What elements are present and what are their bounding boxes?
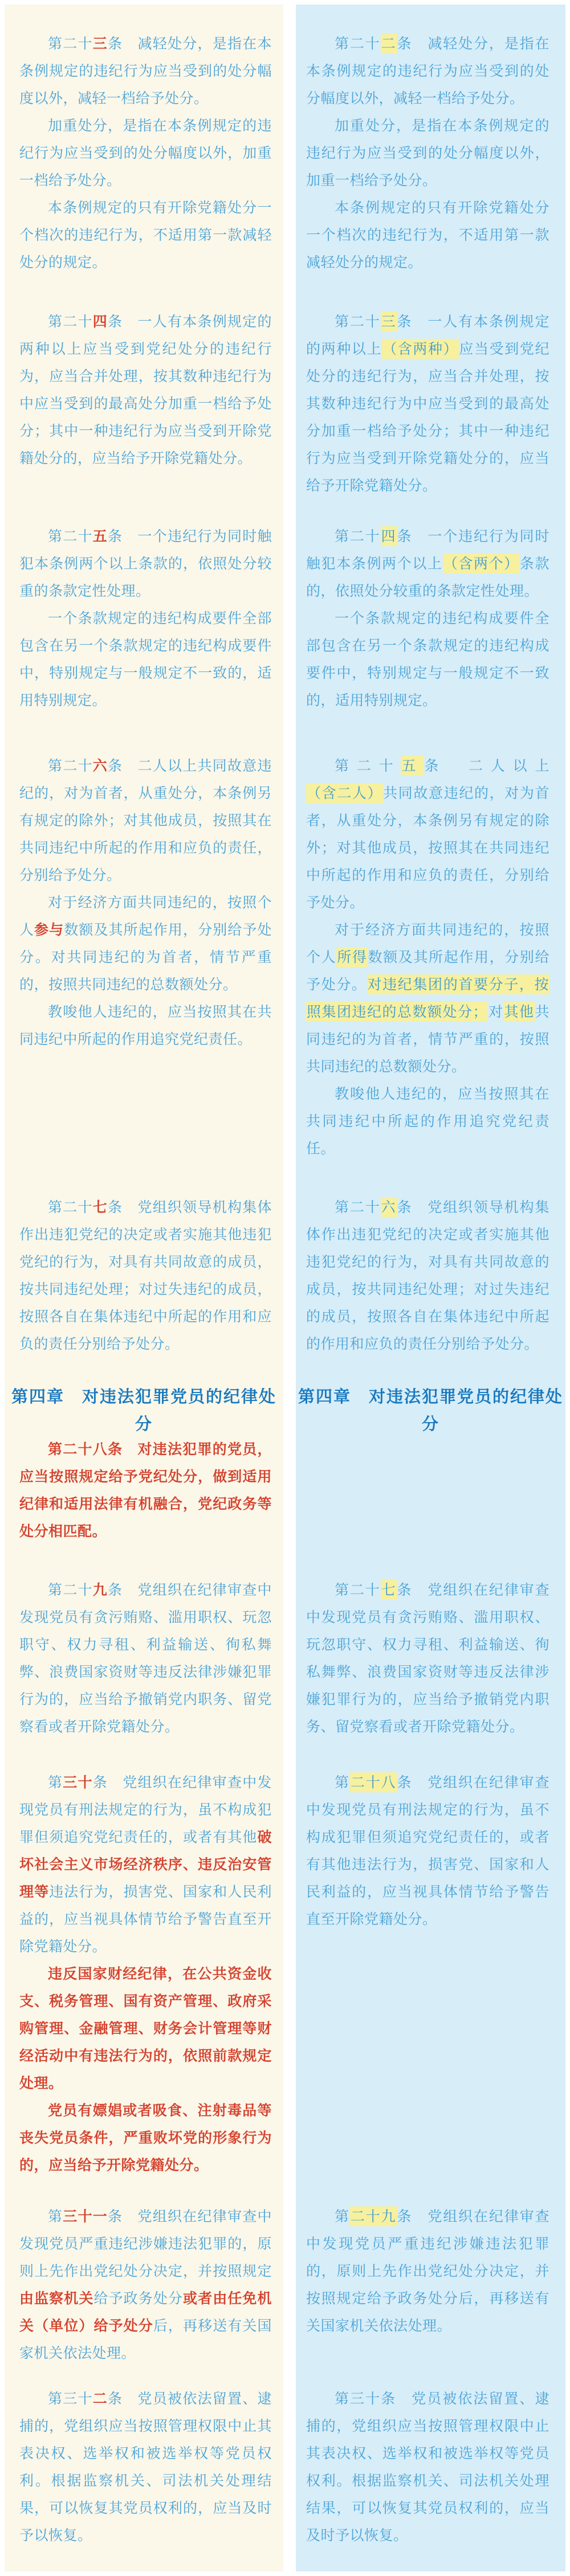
article-block xyxy=(306,30,549,276)
text-segment: 条 xyxy=(92,1774,108,1791)
text-segment: 条 xyxy=(397,2208,413,2225)
text-segment: 党组织在纪律审查中发现党员严重违纪涉嫌违法犯罪的，原则上先作出党纪处分决定，并按照规定给予政务处分后，再移送有关国家机关依法处理。 xyxy=(306,2208,549,2334)
paragraph xyxy=(306,1080,549,1162)
text-segment: 条 xyxy=(107,1582,123,1598)
article-block xyxy=(19,30,272,276)
article-block xyxy=(19,1436,272,1545)
text-segment: 二人以上共同故意违纪的，对为首者，从重处分，本条例另有规定的除外；对其他成员，按照其在共同违纪中所起的作用和应负的责任，分别给予处分。 xyxy=(19,757,272,883)
text-segment: 第二十 xyxy=(335,1582,381,1598)
highlighted-text-segment: （含两种） xyxy=(382,339,459,359)
chapter-heading-text: 第四章 对违法犯罪党员的纪律处分 xyxy=(11,1387,276,1434)
article-block xyxy=(19,308,272,472)
text-segment: 第二十 xyxy=(48,1582,93,1598)
text-segment: 本条例规定的只有开除党籍处分一个档次的违纪行为，不适用第一款减轻处分的规定。 xyxy=(306,199,549,271)
text-segment: 条 xyxy=(107,1199,123,1215)
article-block xyxy=(306,2385,549,2549)
text-segment: 条 xyxy=(397,1582,413,1598)
text-segment: 条 xyxy=(107,757,123,774)
text-segment: 第二十 xyxy=(335,528,381,544)
text-segment: 第二十 xyxy=(48,313,93,330)
highlighted-text-segment: 其他 xyxy=(503,1002,535,1022)
revised-text-segment: 三十一 xyxy=(63,2208,108,2225)
paragraph xyxy=(306,2385,549,2549)
text-segment: 党组织领导机构集体作出违犯党纪的决定或者实施其他违犯党纪的行为，对具有共同故意的成员，按共同违纪处理；对过失违纪的成员，按照各自在集体违纪中所起的作用和应负的责任分别给予处分。 xyxy=(19,1199,272,1352)
highlighted-text-segment: 七 xyxy=(381,1580,397,1600)
text-segment: 第 xyxy=(335,2208,350,2225)
text-segment xyxy=(123,35,137,52)
article-block xyxy=(19,1576,272,1740)
revised-text-segment: 六 xyxy=(92,757,108,774)
paragraph xyxy=(5,1383,283,1438)
highlighted-text-segment: 四 xyxy=(381,526,397,546)
text-segment: 第 xyxy=(48,2208,63,2225)
text-segment: 第二十 xyxy=(335,313,381,330)
text-segment: 应当受到党纪处分的违纪行为，应当合并处理，按其数种违纪行为中应当受到的最高处分加重一档给予处分；其中一种违纪行为应当受到开除党籍处分的，应当给予开除党籍处分。 xyxy=(306,341,549,494)
revised-text-segment: 五 xyxy=(92,528,108,544)
text-segment: 减轻处分，是指在本条例规定的违纪行为应当受到的处分幅度以外，减轻一档给予处分。 xyxy=(19,35,272,107)
text-segment xyxy=(123,2390,137,2407)
paragraph xyxy=(306,916,549,1080)
text-segment: 第二十 xyxy=(48,1199,93,1215)
paragraph xyxy=(306,194,549,276)
highlighted-text-segment: 所得 xyxy=(336,947,368,967)
chapter-heading xyxy=(5,1383,283,1438)
text-segment: 给予政务处分 xyxy=(93,2290,184,2307)
article-block xyxy=(19,752,272,1053)
right-column-original-text xyxy=(296,5,565,2571)
paragraph xyxy=(306,1769,549,1933)
paragraph xyxy=(19,605,272,714)
revised-text-segment: 对违法犯罪的党员，应当按照规定给予党纪处分，做到适用纪律和适用法律有机融合，党纪政务等处分相匹配。 xyxy=(19,1441,272,1539)
paragraph xyxy=(19,752,272,889)
paragraph xyxy=(19,30,272,112)
text-segment: 党组织领导机构集体作出违犯党纪的决定或者实施其他违犯党纪的行为，对具有共同故意的成员，按共同违纪处理；对过失违纪的成员，按照各自在集体违纪中所起的作用和应负的责任分别给予处分。 xyxy=(306,1199,549,1352)
revised-text-segment: 四 xyxy=(92,313,108,330)
text-segment: 第二十 xyxy=(48,528,93,544)
column-divider xyxy=(283,0,296,2576)
text-segment: 第二十 xyxy=(48,757,93,774)
left-column-revised-text xyxy=(5,5,283,2571)
paragraph xyxy=(19,308,272,472)
text-segment: 一个违纪行为同时触犯本条例两个以上 xyxy=(306,528,549,572)
text-segment: 本条例规定的只有开除党籍处分一个档次的违纪行为，不适用第一款减轻处分的规定。 xyxy=(19,199,272,271)
text-segment: 加重处分，是指在本条例规定的违纪行为应当受到的处分幅度以外，加重一档给予处分。 xyxy=(19,117,272,189)
text-segment: 二人以上 xyxy=(468,757,549,774)
paragraph xyxy=(19,2385,272,2549)
revised-text-segment: 破坏社会主义市场经济秩序、违反治安管理等 xyxy=(19,1829,272,1900)
text-segment xyxy=(412,1774,427,1791)
text-segment xyxy=(412,528,427,544)
text-segment: 教唆他人违纪的，应当按照其在共同违纪中所起的作用追究党纪责任。 xyxy=(19,1004,272,1047)
paragraph xyxy=(306,1194,549,1358)
article-block xyxy=(19,2385,272,2549)
highlighted-text-segment: （含两个） xyxy=(443,554,520,574)
text-segment: 条款的，依照处分较重的条款定性处理。 xyxy=(306,555,549,599)
paragraph xyxy=(306,1576,549,1740)
text-segment: 党组织在纪律审查中发现党员有刑法规定的行为，虽不构成犯罪但须追究党纪责任的，或者有其他违法行为，损害党、国家和人民利益的，应当视具体情节给予警告直至开除党籍处分。 xyxy=(306,1774,549,1927)
text-segment: 对于经济方面共同违纪的，按照个人 xyxy=(306,922,549,965)
paragraph xyxy=(19,1576,272,1740)
text-segment: 条 xyxy=(107,528,123,544)
text-segment: 党组织在纪律审查中发现党员有刑法规定的行为，虽不构成犯罪但须追究党纪责任的，或者有其他 xyxy=(19,1774,272,1845)
text-segment xyxy=(446,757,469,774)
highlighted-text-segment: 二十八 xyxy=(350,1772,397,1792)
text-segment: 第二十 xyxy=(335,757,401,774)
article-block xyxy=(306,2203,549,2340)
text-segment: 对 xyxy=(487,1004,504,1020)
text-segment: 共同故意违纪的，对为首者，从重处分，本条例另有规定的除外；对其他成员，按照其在共同违纪中所起的作用和应负的责任，分别给予处分。 xyxy=(306,785,549,911)
text-segment: 条 xyxy=(397,1199,413,1215)
paragraph xyxy=(306,30,549,112)
text-segment: 党组织在纪律审查中发现党员有贪污贿赂、滥用职权、玩忽职守、权力寻租、利益输送、徇私舞弊、浪费国家资财等违反法律涉嫌犯罪行为的，应当给予撤销党内职务、留党察看或者开除党籍处分。 xyxy=(19,1582,272,1735)
text-segment: 条 xyxy=(397,35,413,52)
paragraph xyxy=(19,1960,272,2097)
paragraph xyxy=(306,523,549,605)
revised-text-segment: 七 xyxy=(92,1199,108,1215)
paragraph xyxy=(296,1383,565,1438)
text-segment xyxy=(123,528,137,544)
text-segment: 一个违纪行为同时触犯本条例两个以上条款的，依照处分较重的条款定性处理。 xyxy=(19,528,272,599)
paragraph xyxy=(306,308,549,499)
revised-text-segment: 二 xyxy=(92,2390,108,2407)
article-block xyxy=(306,1194,549,1358)
text-segment: 第三十 xyxy=(48,2390,93,2407)
highlighted-text-segment: （含二人） xyxy=(306,783,383,803)
paragraph xyxy=(19,2203,272,2367)
text-segment: 条 xyxy=(107,313,123,330)
chapter-heading-text: 第四章 对违法犯罪党员的纪律处分 xyxy=(298,1387,563,1434)
article-block xyxy=(306,1576,549,1740)
text-segment: 党员被依法留置、逮捕的，党组织应当按照管理权限中止其表决权、选举权和被选举权等党员权利。根据监察机关、司法机关处理结果，可以恢复其党员权利的，应当及时予以恢复。 xyxy=(19,2390,272,2544)
paragraph xyxy=(306,605,549,714)
text-segment: 数额及其所起作用，分别给予处分。 xyxy=(306,949,549,993)
text-segment xyxy=(412,1582,427,1598)
article-block xyxy=(19,1194,272,1358)
paragraph xyxy=(306,752,549,916)
revised-text-segment: 由监察机关 xyxy=(19,2290,94,2307)
text-segment xyxy=(108,1774,123,1791)
text-segment: 减轻处分，是指在本条例规定的违纪行为应当受到的处分幅度以外，减轻一档给予处分。 xyxy=(306,35,549,107)
highlighted-text-segment: 三 xyxy=(381,312,397,331)
chapter-heading xyxy=(296,1383,565,1438)
text-segment: 一个条款规定的违纪构成要件全部包含在另一个条款规定的违纪构成要件中，特别规定与一般规定不一致的，适用特别规定。 xyxy=(306,610,549,708)
paragraph xyxy=(19,523,272,605)
highlighted-text-segment: 五 xyxy=(401,756,424,776)
paragraph xyxy=(19,1194,272,1358)
text-segment xyxy=(396,2390,412,2407)
text-segment: 条 xyxy=(397,528,413,544)
revised-text-segment: 或者由任免机关（单位）给予处分 xyxy=(19,2290,272,2334)
article-block xyxy=(19,523,272,714)
article-block xyxy=(306,308,549,499)
text-segment: 对于经济方面共同违纪的，按照个人 xyxy=(19,894,272,938)
text-segment xyxy=(123,1582,137,1598)
text-segment: 条 xyxy=(107,35,123,52)
text-segment: 党组织在纪律审查中发现党员有贪污贿赂、滥用职权、玩忽职守、权力寻租、利益输送、徇私舞弊、浪费国家资财等违反法律涉嫌犯罪行为的，应当给予撤销党内职务、留党察看或者开除党籍处分。 xyxy=(306,1582,549,1735)
text-segment: 条 xyxy=(107,2390,123,2407)
revised-text-segment: 党员有嫖娼或者吸食、注射毒品等丧失党员条件，严重败坏党的形象行为的，应当给予开除党籍处分。 xyxy=(19,2102,272,2173)
text-segment: 一个条款规定的违纪构成要件全部包含在另一个条款规定的违纪构成要件中，特别规定与一般规定不一致的，适用特别规定。 xyxy=(19,610,272,708)
text-segment: 第 xyxy=(48,1774,63,1791)
highlighted-text-segment: 二十九 xyxy=(350,2206,397,2226)
revised-text-segment: 三 xyxy=(92,35,108,52)
text-segment: 违法行为，损害党、国家和人民利益的，应当视具体情节给予警告直至开除党籍处分。 xyxy=(19,1883,272,1955)
highlighted-text-segment: 二 xyxy=(381,34,397,54)
text-segment: 条 xyxy=(424,757,447,774)
article-block xyxy=(19,2203,272,2367)
text-segment xyxy=(123,2208,137,2225)
paragraph xyxy=(306,2203,549,2340)
text-segment: 条 xyxy=(397,1774,413,1791)
text-segment: 一人有本条例规定的两种以上 xyxy=(306,313,549,357)
text-segment: 共同违纪的为首者，情节严重的，按照共同违纪的总数额处分。 xyxy=(306,1004,549,1075)
article-block xyxy=(19,1769,272,2179)
text-segment: 第三十条 xyxy=(335,2390,397,2407)
text-segment xyxy=(412,2208,427,2225)
revised-text-segment: 九 xyxy=(92,1582,108,1598)
paragraph xyxy=(19,1769,272,1960)
text-segment xyxy=(123,1441,137,1457)
text-segment: 第二十 xyxy=(335,1199,381,1215)
text-segment: 加重处分，是指在本条例规定的违纪行为应当受到的处分幅度以外，加重一档给予处分。 xyxy=(306,117,549,189)
paragraph xyxy=(19,112,272,194)
paragraph xyxy=(19,889,272,998)
article-block xyxy=(306,523,549,714)
text-segment: 条 xyxy=(107,2208,123,2225)
text-segment: 数额及其所起作用，分别给予处分。对共同违纪的为首者，情节严重的，按照共同违纪的总数额处分。 xyxy=(19,922,272,993)
highlighted-text-segment: 六 xyxy=(381,1197,397,1217)
text-segment xyxy=(412,35,427,52)
text-segment: 后，再移送有关国家机关依法处理。 xyxy=(19,2317,272,2361)
paragraph xyxy=(19,1436,272,1545)
text-segment xyxy=(412,313,427,330)
revised-text-segment: 三十 xyxy=(63,1774,93,1791)
text-segment xyxy=(123,757,137,774)
text-segment: 第二十 xyxy=(335,35,381,52)
paragraph xyxy=(306,112,549,194)
text-segment: 党员被依法留置、逮捕的，党组织应当按照管理权限中止其表决权、选举权和被选举权等党员权利。根据监察机关、司法机关处理结果，可以恢复其党员权利的，应当及时予以恢复。 xyxy=(306,2390,549,2544)
paragraph xyxy=(19,2097,272,2179)
text-segment xyxy=(123,313,137,330)
article-block xyxy=(306,1769,549,1933)
text-segment: 教唆他人违纪的，应当按照其在共同违纪中所起的作用追究党纪责任。 xyxy=(306,1086,549,1157)
highlighted-text-segment: 对违纪集团的首要分子，按照集团违纪的总数额处分； xyxy=(306,974,549,1022)
article-block xyxy=(306,752,549,1162)
text-segment: 第 xyxy=(335,1774,350,1791)
revised-text-segment: 第二十八条 xyxy=(48,1441,123,1457)
text-segment xyxy=(123,1199,137,1215)
paragraph xyxy=(19,194,272,276)
text-segment: 党组织在纪律审查中发现党员严重违纪涉嫌违法犯罪的，原则上先作出党纪处分决定，并按照规定 xyxy=(19,2208,272,2279)
text-segment xyxy=(412,1199,427,1215)
text-segment: 第二十 xyxy=(48,35,93,52)
paragraph xyxy=(19,998,272,1053)
revised-text-segment: 违反国家财经纪律，在公共资金收支、税务管理、国有资产管理、政府采购管理、金融管理、财务会计管理等财经活动中有违法行为的，依照前款规定处理。 xyxy=(19,1965,272,2091)
text-segment: 一人有本条例规定的两种以上应当受到党纪处分的违纪行为，应当合并处理，按其数种违纪行为中应当受到的最高处分加重一档给予处分；其中一种违纪行为应当受到开除党籍处分的，应当给予开除党籍处分。 xyxy=(19,313,272,466)
text-segment: 条 xyxy=(397,313,413,330)
revised-text-segment: 参与 xyxy=(34,922,64,938)
